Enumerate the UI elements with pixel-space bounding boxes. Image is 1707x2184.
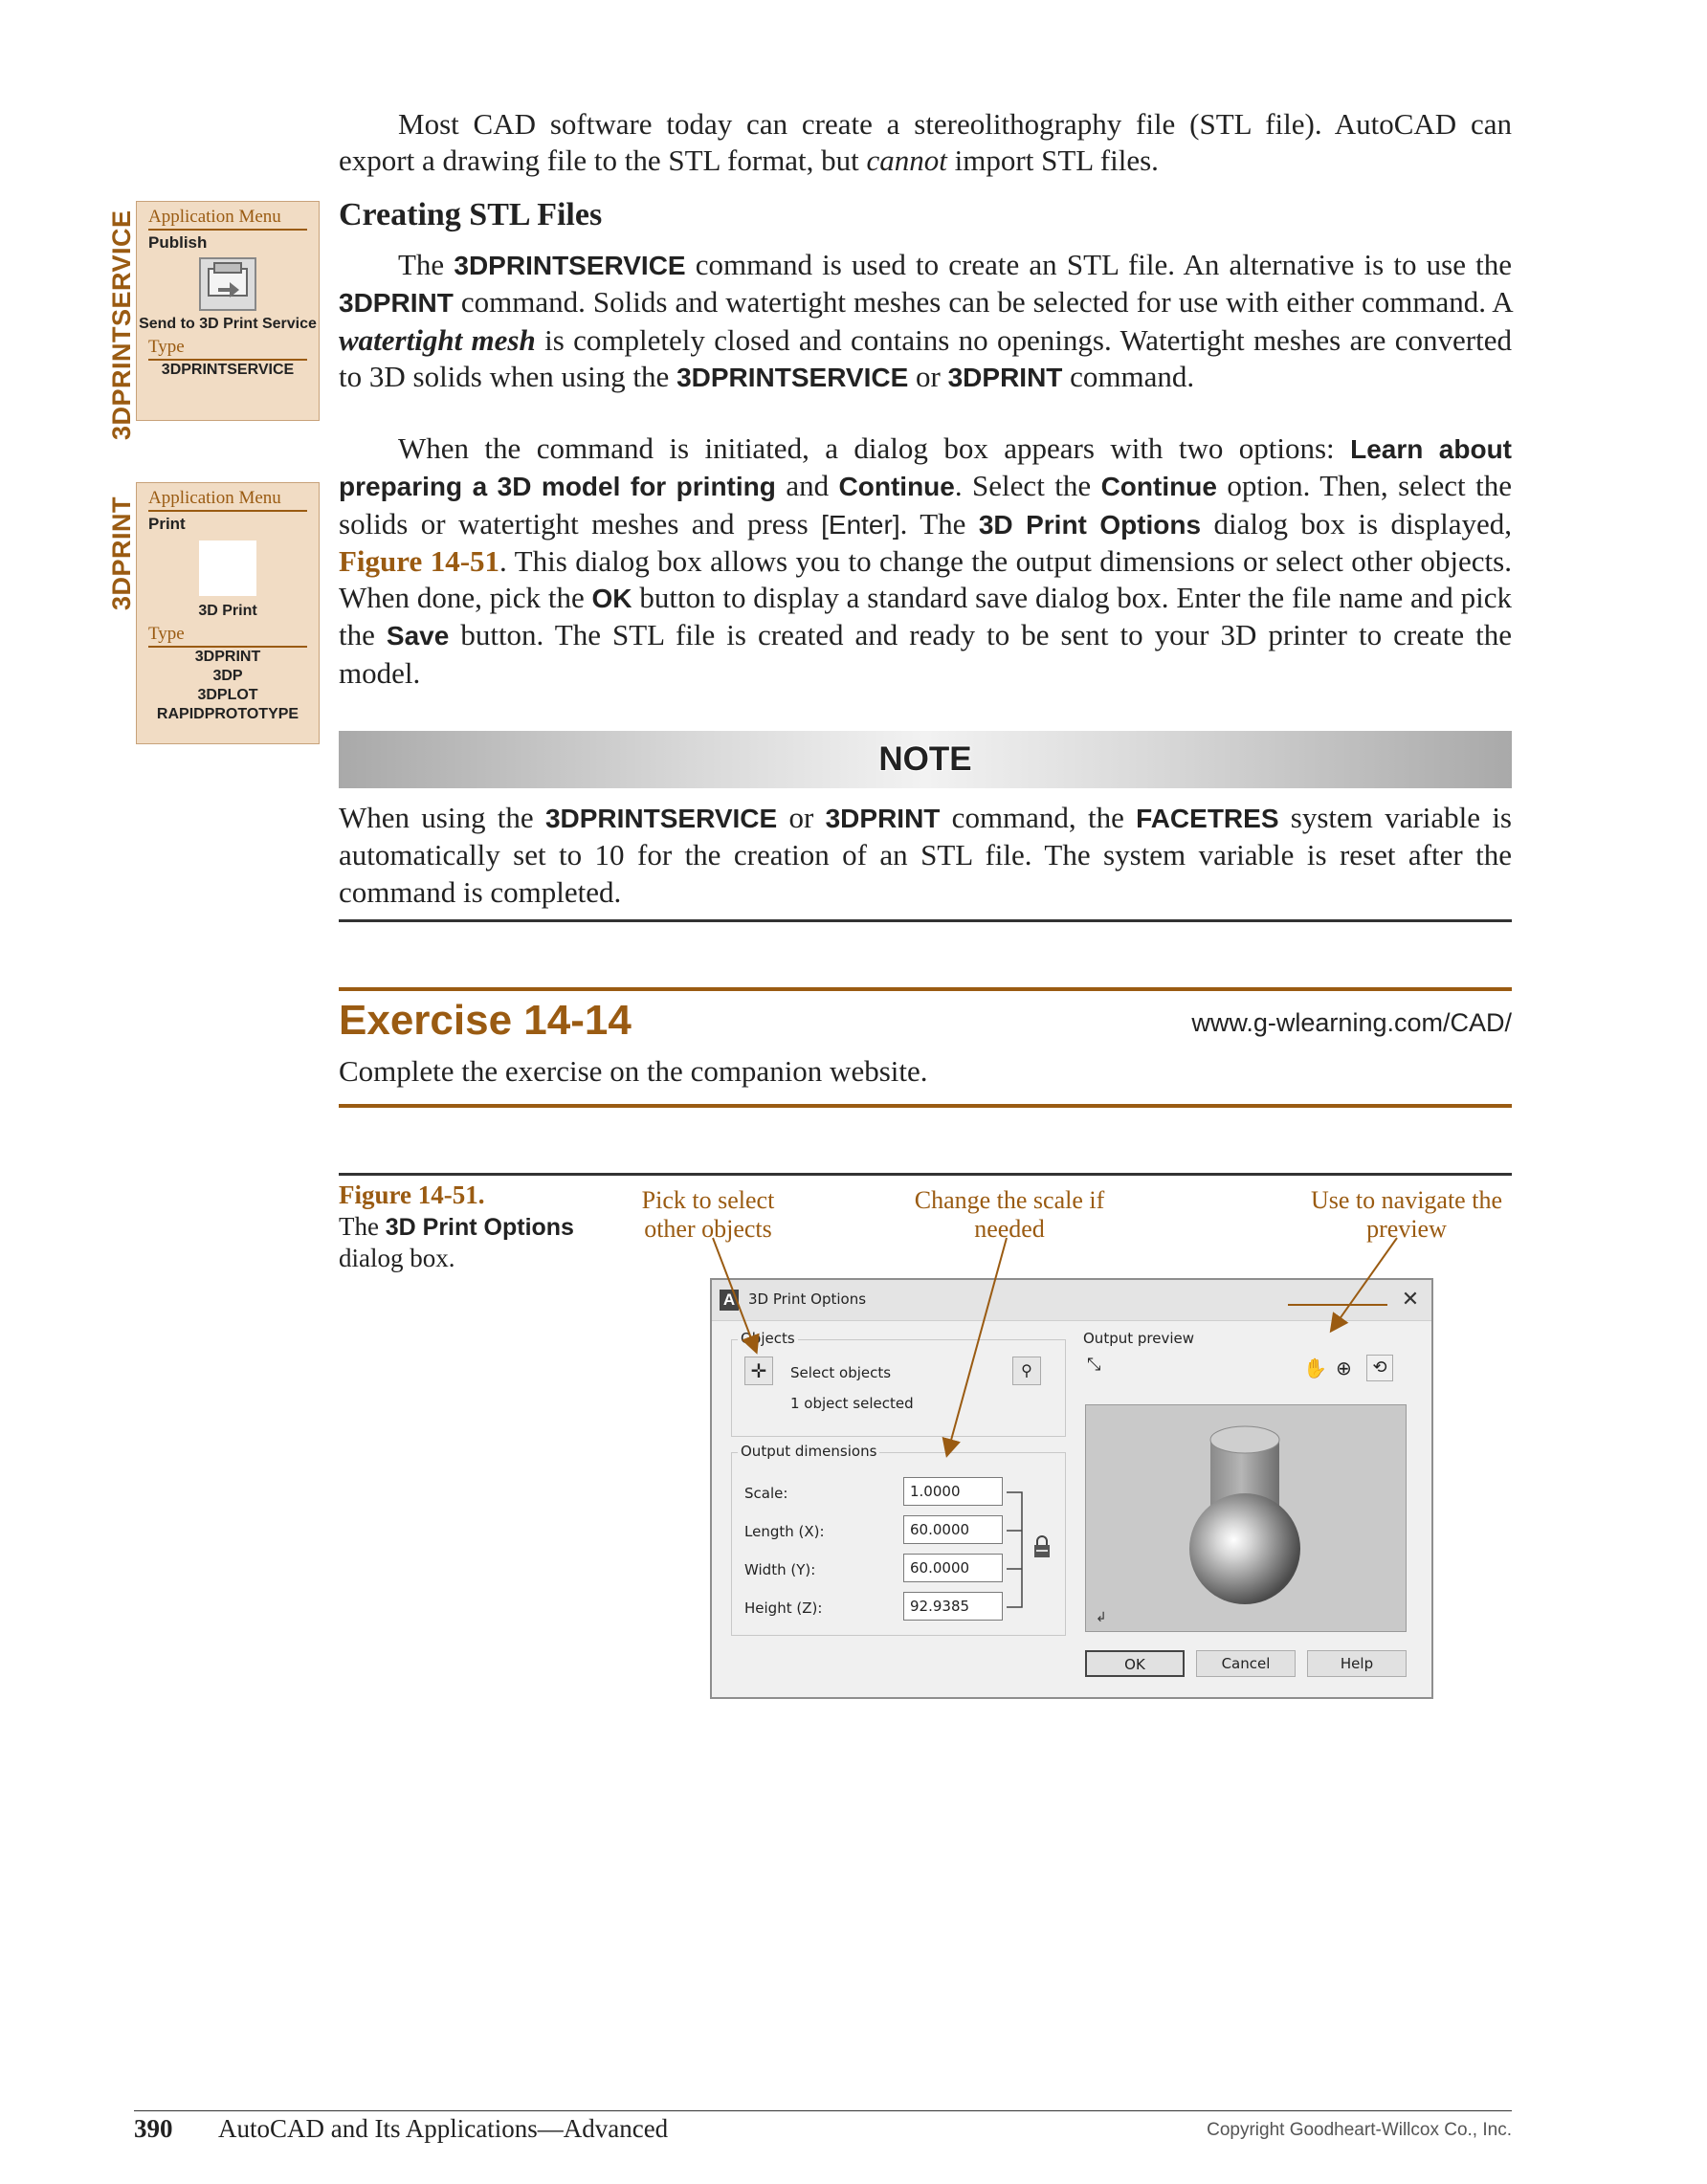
quick-select-icon: ⚲: [1021, 1361, 1032, 1379]
objects-group-label: Objects: [738, 1330, 798, 1347]
body-paragraph-2: When the command is initiated, a dialog box appears with two options: Learn about preparing a 3D model for printing and Continue. Select the Continue option. Then, select the solids or watertight meshes and press [Enter]. The 3D Print Options dialog box is displayed, Figure 14-51. This dialog box allows you to change the output dimensions or select other objects. When done, pick the OK button to display a standard save dialog box. Enter the file name and pick the Save button. The STL file is created and ready to be sent to your 3D printer to create the model.: [339, 431, 1513, 690]
crosshair-icon: ✛: [750, 1359, 767, 1382]
exercise-url[interactable]: www.g-wlearning.com/CAD/: [1191, 1008, 1512, 1037]
autocad-logo-icon: A: [720, 1290, 739, 1311]
output-dimensions-label: Output dimensions: [738, 1443, 879, 1460]
command-box-cmd: 3DPRINT: [194, 649, 261, 665]
note-paragraph: When using the 3DPRINTSERVICE or 3DPRINT command, the FACETRES system variable is automatically set to 10 for the creation of an STL file. The system variable is reset after the command is completed.: [339, 801, 1512, 909]
command-box-type: Type: [148, 623, 307, 648]
command-box-cmd: RAPIDPROTOTYPE: [156, 706, 299, 722]
dialog-title: 3D Print Options: [748, 1291, 867, 1308]
scale-label: Scale:: [744, 1485, 788, 1502]
selected-count: 1 object selected: [790, 1395, 914, 1412]
figure-label: Figure 14-51.: [339, 1180, 485, 1209]
width-label: Width (Y):: [744, 1561, 816, 1578]
intro-paragraph: Most CAD software today can create a stereolithography file (STL file). AutoCAD can export a drawing file to the STL format, but cannot import STL files.: [339, 107, 1512, 178]
command-box-cmd: 3DP: [212, 668, 243, 684]
close-icon: ✕: [1401, 1288, 1420, 1312]
command-box-cmd: 3DPLOT: [197, 687, 258, 703]
page-number: 390: [134, 2114, 173, 2143]
svg-text:↲: ↲: [1096, 1610, 1107, 1625]
command-box-type: Type: [148, 336, 307, 361]
sidebar-label-3dprintservice: 3DPRINTSERVICE: [107, 210, 136, 440]
book-title: AutoCAD and Its Applications—Advanced: [218, 2114, 669, 2143]
length-label: Length (X):: [744, 1523, 825, 1540]
length-input[interactable]: 60.0000: [903, 1515, 1003, 1544]
note-title: NOTE: [878, 740, 972, 778]
body-paragraph-1: The 3DPRINTSERVICE command is used to create an STL file. An alternative is to use the 3DPRINT command. Solids and watertight meshes can be selected for use with either command. A watertight mesh is completely closed and contains no openings. Watertight meshes are converted to 3D solids when using the 3DPRINTSERVICE or 3DPRINT command.: [339, 248, 1512, 393]
command-box-menu: Application Menu: [148, 205, 307, 231]
scale-input[interactable]: 1.0000: [903, 1477, 1003, 1506]
callout-scale: Change the scale if needed: [914, 1186, 1105, 1243]
footer-rule: [134, 2110, 1512, 2111]
ok-button[interactable]: OK: [1085, 1650, 1185, 1677]
command-box-caption: 3D Print: [198, 603, 257, 619]
command-box-tab: Print: [148, 515, 186, 533]
help-button[interactable]: Help: [1307, 1650, 1407, 1677]
section-heading: Creating STL Files: [339, 197, 603, 232]
height-label: Height (Z):: [744, 1599, 823, 1617]
command-box-cmd: 3DPRINTSERVICE: [161, 362, 295, 378]
callout-select-objects: Pick to select other objects: [641, 1186, 775, 1243]
copyright: Copyright Goodheart-Willcox Co., Inc.: [1207, 2120, 1512, 2140]
exercise-title: Exercise 14-14: [339, 997, 632, 1044]
pan-icon[interactable]: ✋: [1303, 1357, 1327, 1379]
height-input[interactable]: 92.9385: [903, 1592, 1003, 1621]
width-input[interactable]: 60.0000: [903, 1554, 1003, 1582]
exercise-text: Complete the exercise on the companion website.: [339, 1054, 928, 1088]
cancel-button[interactable]: Cancel: [1196, 1650, 1296, 1677]
callout-navigate: Use to navigate the preview: [1311, 1186, 1502, 1243]
command-box-tab: Publish: [148, 233, 208, 252]
output-preview-label: Output preview: [1083, 1330, 1195, 1347]
zoom-icon[interactable]: ⊕: [1336, 1357, 1352, 1379]
figure-caption: The 3D Print Options dialog box.: [339, 1212, 574, 1272]
orbit-icon[interactable]: ⟲: [1366, 1355, 1393, 1381]
figure-reference-link: Figure 14-51: [339, 543, 500, 578]
command-box-caption: Send to 3D Print Service: [139, 316, 317, 332]
sidebar-label-3dprint: 3DPRINT: [107, 496, 136, 610]
zoom-extents-icon[interactable]: ⤡: [1087, 1355, 1101, 1375]
select-objects-label: Select objects: [790, 1364, 892, 1381]
command-box-menu: Application Menu: [148, 486, 307, 512]
